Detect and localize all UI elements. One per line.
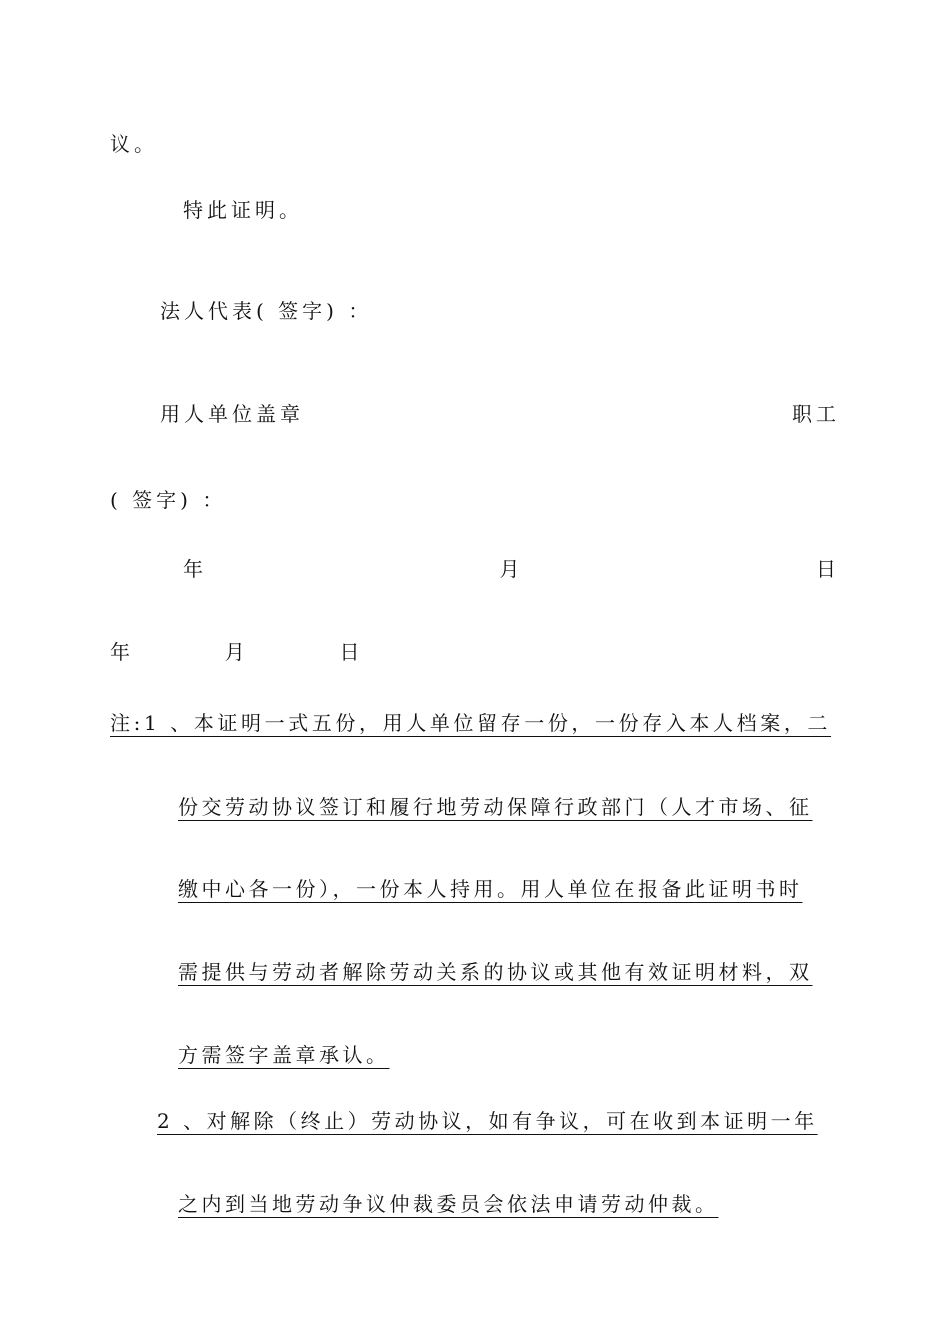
seal-row	[160, 400, 840, 428]
note-2-line: 2 、对解除（终止）劳动协议，如有争议，可在收到本证明一年	[157, 1109, 818, 1133]
date-row-1	[183, 555, 840, 583]
year-label: 年	[183, 557, 207, 581]
year-label: 年	[110, 640, 134, 664]
note-1-line: 份交劳动协议签订和履行地劳动保障行政部门（人才市场、征	[178, 795, 813, 819]
text-line: 特此证明。	[183, 198, 303, 222]
text-line: 议。	[110, 132, 158, 156]
month-label: 月	[499, 557, 524, 581]
employee-signature-label: ( 签字) ：	[110, 488, 227, 512]
note-1-line: 缴中心各一份），一份本人持用。用人单位在报备此证明书时	[178, 877, 803, 901]
day-label: 日	[339, 640, 364, 664]
employer-seal-label: 用人单位盖章	[160, 402, 304, 426]
note-1-line: 需提供与劳动者解除劳动关系的协议或其他有效证明材料，双	[178, 960, 813, 984]
date-row-2	[110, 638, 363, 666]
legal-rep-signature-label: 法人代表( 签字) ：	[160, 299, 373, 323]
note-2-line: 之内到当地劳动争议仲裁委员会依法申请劳动仲裁。	[178, 1192, 719, 1216]
day-label: 日	[816, 557, 840, 581]
employee-label: 职工	[792, 402, 840, 426]
month-label: 月	[224, 640, 249, 664]
note-1-line: 注:1 、本证明一式五份，用人单位留存一份，一份存入本人档案，二	[110, 711, 832, 735]
note-1-line: 方需签字盖章承认。	[178, 1043, 390, 1067]
